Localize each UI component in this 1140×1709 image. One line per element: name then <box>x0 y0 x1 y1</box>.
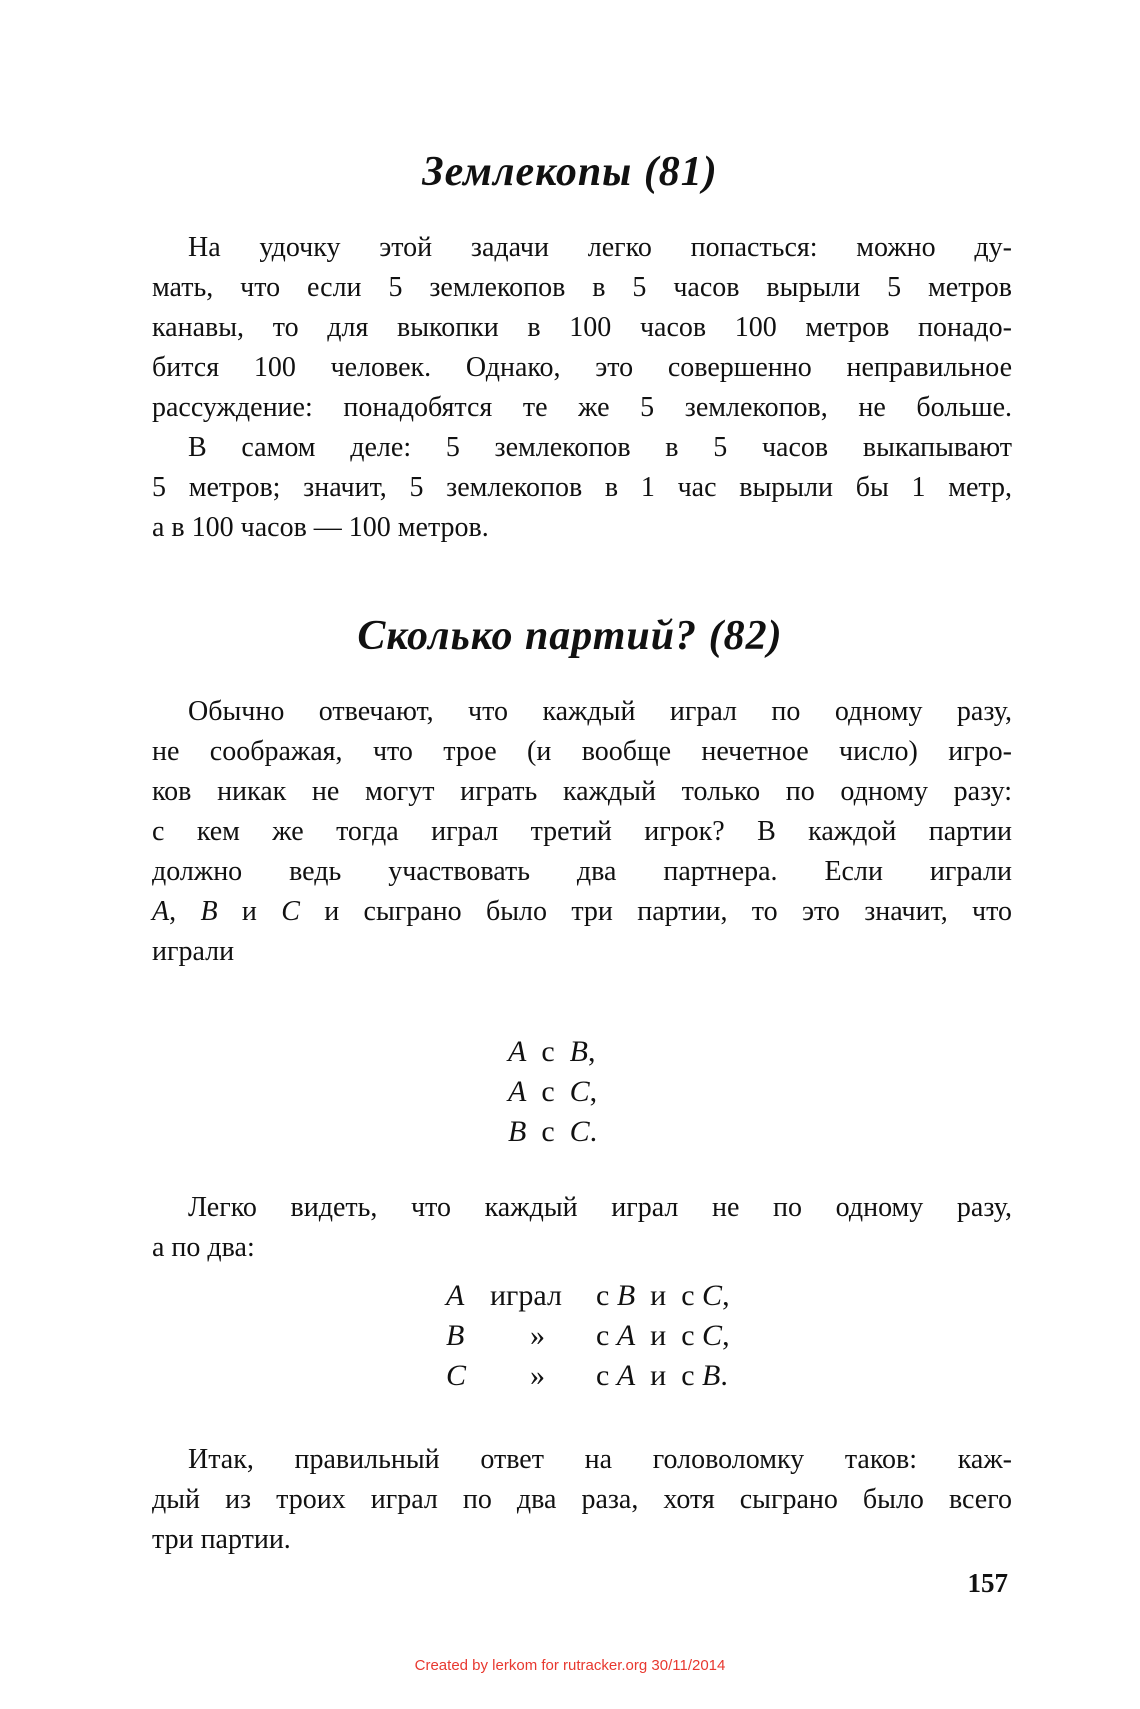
text-line: Итак, правильный ответ на головоломку таков: каж- <box>188 1444 1012 1475</box>
text-line: Обычно отвечают, что каждый играл по одному разу, <box>188 696 1012 727</box>
text-line: играли <box>152 936 235 967</box>
section-82-paragraph-1 <box>152 692 1012 972</box>
text-fragment: и сыграно было три партии, то это значит, что <box>324 896 1013 927</box>
section-title-81: Землекопы (81) <box>422 149 718 195</box>
text-line: бится 100 человек. Однако, это совершенно неправильное <box>152 352 1012 383</box>
text-line: не соображая, что трое (и вообще нечетное число) игро- <box>152 736 1012 767</box>
text-line: В самом деле: 5 землекопов в 5 часов выкапывают <box>188 432 1012 463</box>
text-line: На удочку этой задачи легко попасться: можно ду- <box>188 232 1012 263</box>
section-82-paragraph-3 <box>152 1440 1012 1560</box>
text-line: а по два: <box>152 1232 255 1263</box>
player-b: B <box>200 896 218 927</box>
text-line: рассуждение: понадобятся те же 5 землекопов, не больше. <box>152 392 1012 423</box>
section-81-paragraph-1 <box>152 228 1012 428</box>
text-line: A, B и C и сыграно было три партии, то это значит, что <box>152 896 1013 927</box>
section-81-paragraph-2 <box>152 428 1012 548</box>
text-line: канавы, то для выкопки в 100 часов 100 метров понадо- <box>152 312 1012 343</box>
game-row: B с C. <box>508 1115 598 1148</box>
pairs-table <box>446 1276 730 1396</box>
section-title-82: Сколько партий? (82) <box>357 613 783 659</box>
section-82-paragraph-2 <box>152 1188 1012 1268</box>
text-line: мать, что если 5 землекопов в 5 часов вырыли 5 метров <box>152 272 1012 303</box>
text-line: Легко видеть, что каждый играл не по одному разу, <box>188 1192 1012 1223</box>
text-line: должно ведь участвовать два партнера. Если играли <box>152 856 1012 887</box>
game-row: A с B, <box>508 1035 596 1068</box>
text-line: 5 метров; значит, 5 землекопов в 1 час вырыли бы 1 метр, <box>152 472 1012 503</box>
watermark-text: Created by lerkom for rutracker.org 30/11/2014 <box>414 1657 726 1674</box>
page-number: 157 <box>967 1568 1008 1598</box>
text-line: ков никак не могут играть каждый только по одному разу: <box>152 776 1012 807</box>
text-line: а в 100 часов — 100 метров. <box>152 512 489 543</box>
player-c: C <box>281 896 300 927</box>
pair-row: C » с A и с B. <box>446 1359 728 1392</box>
pair-row: A играл с B и с C, <box>446 1279 730 1312</box>
games-list <box>508 1032 597 1152</box>
text-line: дый из троих играл по два раза, хотя сыграно было всего <box>152 1484 1012 1515</box>
pair-row: B » с A и с C, <box>446 1319 730 1352</box>
text-line: с кем же тогда играл третий игрок? В каждой партии <box>152 816 1012 847</box>
text-line: три партии. <box>152 1524 291 1555</box>
player-a: A <box>152 896 170 927</box>
game-row: A с C, <box>508 1075 598 1108</box>
